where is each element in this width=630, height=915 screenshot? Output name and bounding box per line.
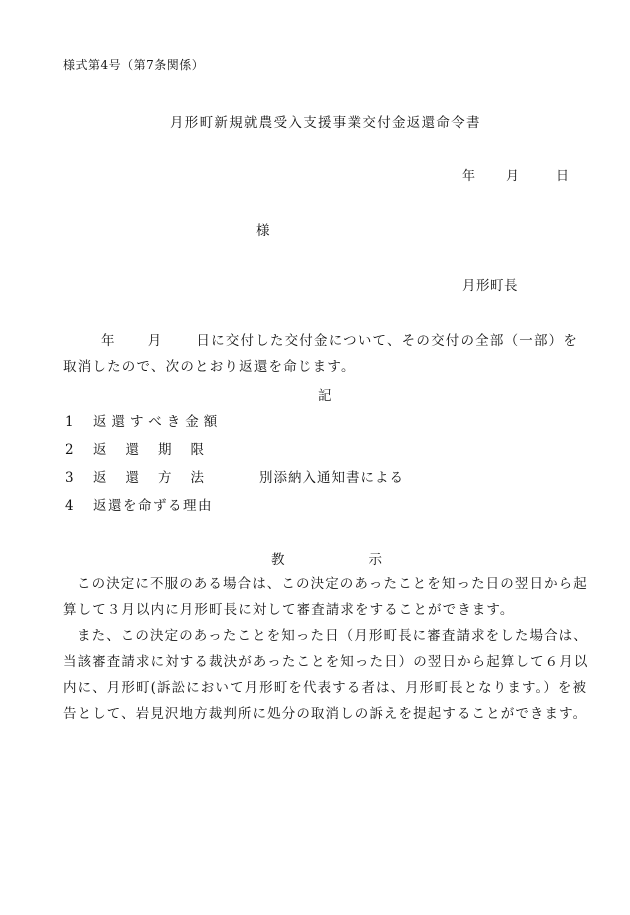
item-number: 4 — [65, 498, 74, 514]
issuer: 月形町長 — [462, 278, 518, 294]
addressee-suffix: 様 — [256, 223, 270, 239]
date-year-label: 年 — [462, 169, 476, 184]
body-paragraph — [63, 328, 583, 380]
kyouji-char-2: 示 — [368, 552, 382, 568]
item-label: 返還方法 — [93, 470, 223, 486]
list-item — [63, 410, 222, 430]
list-item — [63, 438, 223, 458]
body-year-label: 年 — [101, 333, 116, 349]
item-number: 3 — [65, 470, 74, 486]
notice-paragraph-2: また、この決定のあったことを知った日（月形町長に審査請求をした場合は、当該審査請求に対する裁決があったことを知った日）の翌日から起算して６月以内に、月形町(訴訟において月形町を代表する者は、月形町長となります。）を被告として、岩見沢地方裁判所に処分の取消しの訴えを提起することができます。 — [63, 628, 589, 722]
item-value: 別添納入通知書による — [259, 470, 404, 486]
date-day-label: 日 — [556, 169, 570, 184]
body-text: 日に交付した交付金について、その交付の全部（一部）を取消したので、次のとおり返還を命じます。 — [63, 333, 579, 375]
list-item — [63, 494, 213, 514]
item-label: 返還を命ずる理由 — [93, 498, 213, 514]
date-month-label: 月 — [506, 169, 520, 184]
item-label: 返還期限 — [93, 442, 223, 458]
document-title: 月形町新規就農受入支援事業交付金返還命令書 — [170, 115, 481, 131]
form-number: 様式第4号（第7条関係） — [63, 58, 205, 72]
body-month-label: 月 — [147, 333, 163, 349]
notice-paragraph-1: この決定に不服のある場合は、この決定のあったことを知った日の翌日から起算して３月以内に月形町長に対して審査請求をすることができます。 — [63, 576, 588, 618]
kyouji-heading — [271, 548, 382, 568]
item-number: 2 — [65, 442, 74, 458]
item-label: 返還すべき金額 — [93, 414, 223, 430]
list-item — [63, 466, 404, 486]
item-number: 1 — [65, 414, 74, 430]
notice-section — [63, 571, 589, 727]
kyouji-char-1: 教 — [271, 552, 285, 568]
ki-heading: 記 — [318, 388, 332, 404]
date-line — [462, 165, 569, 184]
